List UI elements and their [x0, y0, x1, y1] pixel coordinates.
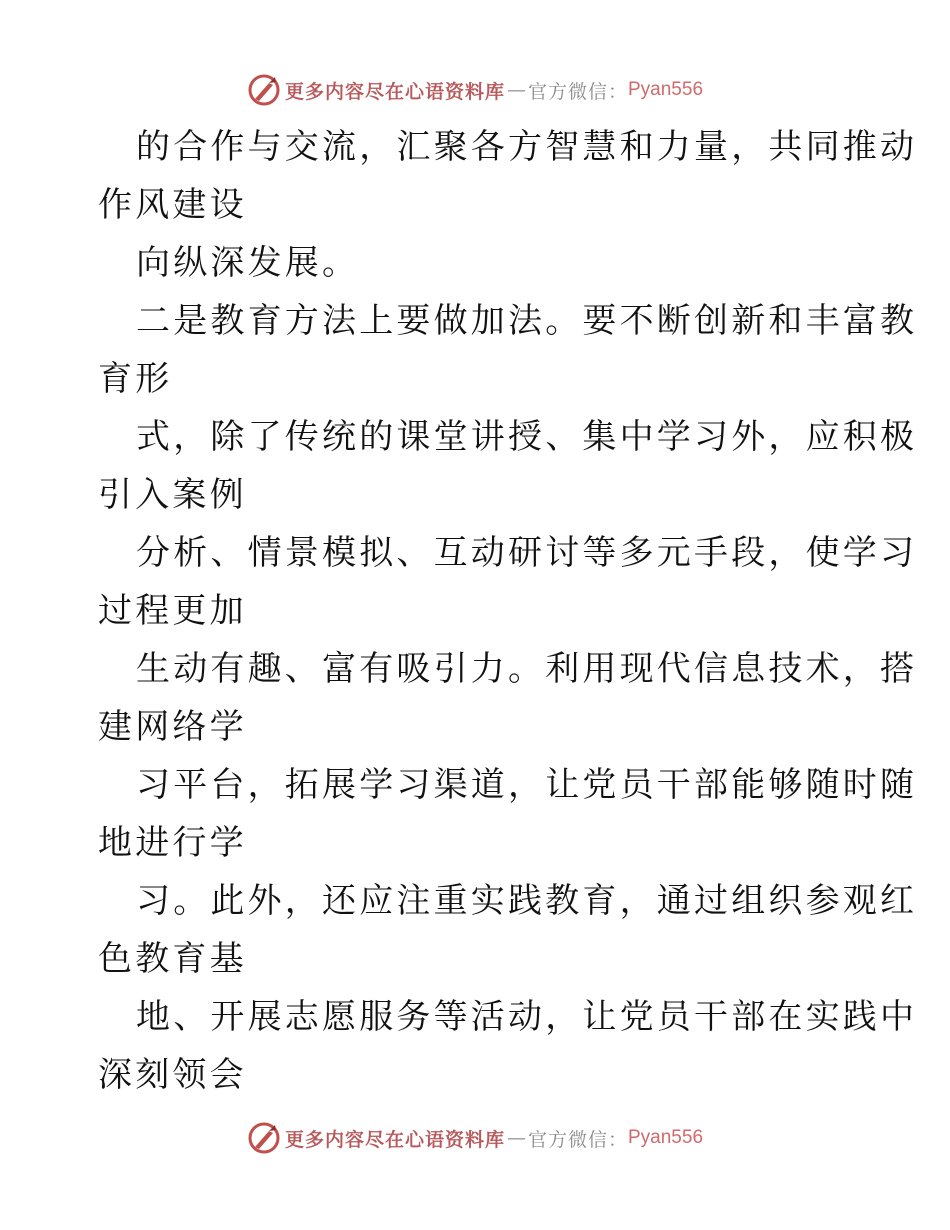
paragraph-line: 作风建设: [98, 185, 247, 225]
paragraph-line: 生动有趣、富有吸引力。利用现代信息技术，搭: [136, 649, 918, 689]
paragraph-9: [0, 988, 950, 1104]
paragraph-8: [0, 872, 950, 988]
paragraph-line: 二是教育方法上要做加法。要不断创新和丰富教: [136, 301, 918, 341]
header-brand-text: 更多内容尽在心语资料库: [284, 80, 505, 103]
paragraph-3: [0, 292, 950, 408]
paragraph-line: 引入案例: [98, 475, 247, 515]
paragraph-6: [0, 640, 950, 756]
paragraph-line: 建网络学: [98, 707, 247, 747]
paragraph-4: [0, 408, 950, 524]
paragraph-line: 地进行学: [98, 823, 247, 863]
document-body: [0, 118, 950, 1104]
paragraph-line: 色教育基: [98, 939, 247, 979]
paragraph-line: 习平台，拓展学习渠道，让党员干部能够随时随: [136, 765, 918, 805]
header-separator: —: [506, 79, 526, 101]
paragraph-line: 地、开展志愿服务等活动，让党员干部在实践中: [136, 997, 918, 1037]
header-wechat-id: Pyan556: [628, 79, 704, 100]
paragraph-line: 育形: [98, 359, 173, 399]
paragraph-line: 式，除了传统的课堂讲授、集中学习外，应积极: [136, 417, 918, 457]
paragraph-line: 向纵深发展。: [136, 243, 360, 283]
footer-wechat-id: Pyan556: [628, 1127, 704, 1148]
paragraph-line: 习。此外，还应注重实践教育，通过组织参观红: [136, 881, 918, 921]
paragraph-line: 的合作与交流，汇聚各方智慧和力量，共同推动: [136, 127, 918, 167]
header-watermark: [0, 70, 950, 110]
quill-logo-icon: [247, 73, 281, 107]
quill-logo-icon: [247, 1121, 281, 1155]
paragraph-7: [0, 756, 950, 872]
paragraph-line: 分析、情景模拟、互动研讨等多元手段，使学习: [136, 533, 918, 573]
paragraph-line: 过程更加: [98, 591, 247, 631]
paragraph-5: [0, 524, 950, 640]
header-wechat-label: 官方微信：: [527, 80, 628, 103]
paragraph-2: [0, 234, 950, 292]
footer-brand-text: 更多内容尽在心语资料库: [284, 1128, 505, 1151]
footer-separator: —: [506, 1127, 526, 1149]
footer-watermark: [0, 1118, 950, 1158]
footer-wechat-label: 官方微信：: [527, 1128, 628, 1151]
paragraph-1: [0, 118, 950, 234]
paragraph-line: 深刻领会: [98, 1055, 247, 1095]
